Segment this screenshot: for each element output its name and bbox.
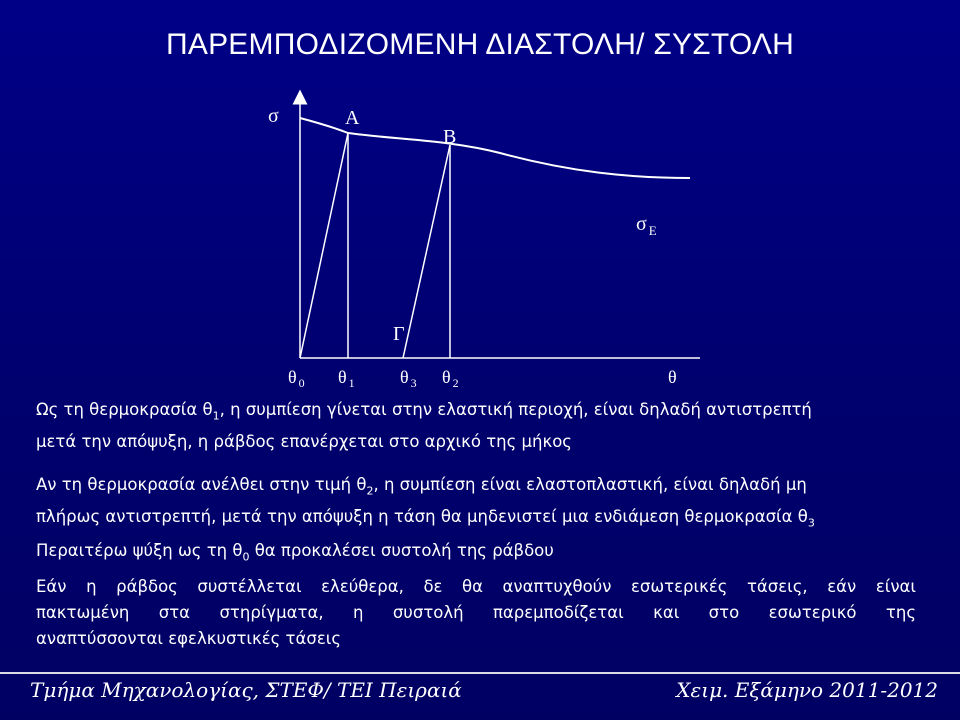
p3-sub: 0 <box>242 550 250 564</box>
p1-sub: 1 <box>212 409 220 423</box>
theta3-label: θ $_3$ <box>400 367 417 390</box>
p2-text-c: πλήρως αντιστρεπτή, μετά την απόψυξη η τάση θα μηδενιστεί μια ενδιάμεση θερμοκρασία θ <box>36 507 808 527</box>
p1-text-c: μετά την απόψυξη, η ράβδος επανέρχεται στο αρχικό της μήκος <box>36 432 572 452</box>
y-axis-label: σ <box>268 105 279 127</box>
paragraph-cooling <box>36 538 916 570</box>
point-gamma-label: Γ <box>393 323 405 345</box>
p1-text-a: Ως τη θερμοκρασία θ <box>36 400 213 419</box>
p2-sub2: 3 <box>807 516 815 530</box>
paragraph-elastoplastic <box>36 472 916 537</box>
slide-title: ΠΑΡΕΜΠΟΔΙΖΟΜΕΝΗ ΔΙΑΣΤΟΛΗ/ ΣΥΣΤΟΛΗ <box>166 28 794 61</box>
p2-text-a: Αν τη θερμοκρασία ανέλθει στην τιμή θ <box>36 475 367 494</box>
p4-line-2: πακτωμένη στα στηρίγματα, η συστολή παρεμποδίζεται και στο εσωτερικό της <box>36 603 916 622</box>
p2-sub: 2 <box>366 484 374 498</box>
theta2-label: θ $_2$ <box>442 367 459 390</box>
point-a-label: A <box>345 107 360 129</box>
footer-semester: Χειμ. Εξάμηνο 2011-2012 <box>676 678 938 702</box>
paragraph-constrained <box>36 574 916 652</box>
p1-text-b: , η συμπίεση γίνεται στην ελαστική περιοχή, είναι δηλαδή αντιστρεπτή <box>219 400 812 419</box>
sigma-e-label: σ $_E$ <box>636 213 657 238</box>
unloading-line-theta3 <box>403 145 450 358</box>
footer-department: Τμήμα Μηχανολογίας, ΣΤΕΦ/ ΤΕΙ Πειραιά <box>30 678 462 702</box>
theta0-label: θ $_0$ <box>288 367 305 390</box>
p4-line-1: Εάν η ράβδος συστέλλεται ελεύθερα, δε θα αναπτυχθούν εσωτερικές τάσεις, εάν είναι <box>36 577 916 596</box>
p3-text-a: Περαιτέρω ψύξη ως τη θ <box>36 541 243 560</box>
x-axis-label: θ <box>668 367 677 387</box>
theta1-label: θ $_1$ <box>338 367 355 390</box>
paragraph-elastic <box>36 397 916 455</box>
p3-text-b: θα προκαλέσει συστολή της ράβδου <box>249 541 554 560</box>
p2-text-b: , η συμπίεση είναι ελαστοπλαστική, είναι δηλαδή μη <box>373 475 807 494</box>
point-b-label: B <box>443 126 457 148</box>
footer-divider <box>0 672 960 674</box>
p4-line-3: αναπτύσσονται εφελκυστικές τάσεις <box>36 629 342 648</box>
elastic-line-theta1 <box>300 133 348 358</box>
